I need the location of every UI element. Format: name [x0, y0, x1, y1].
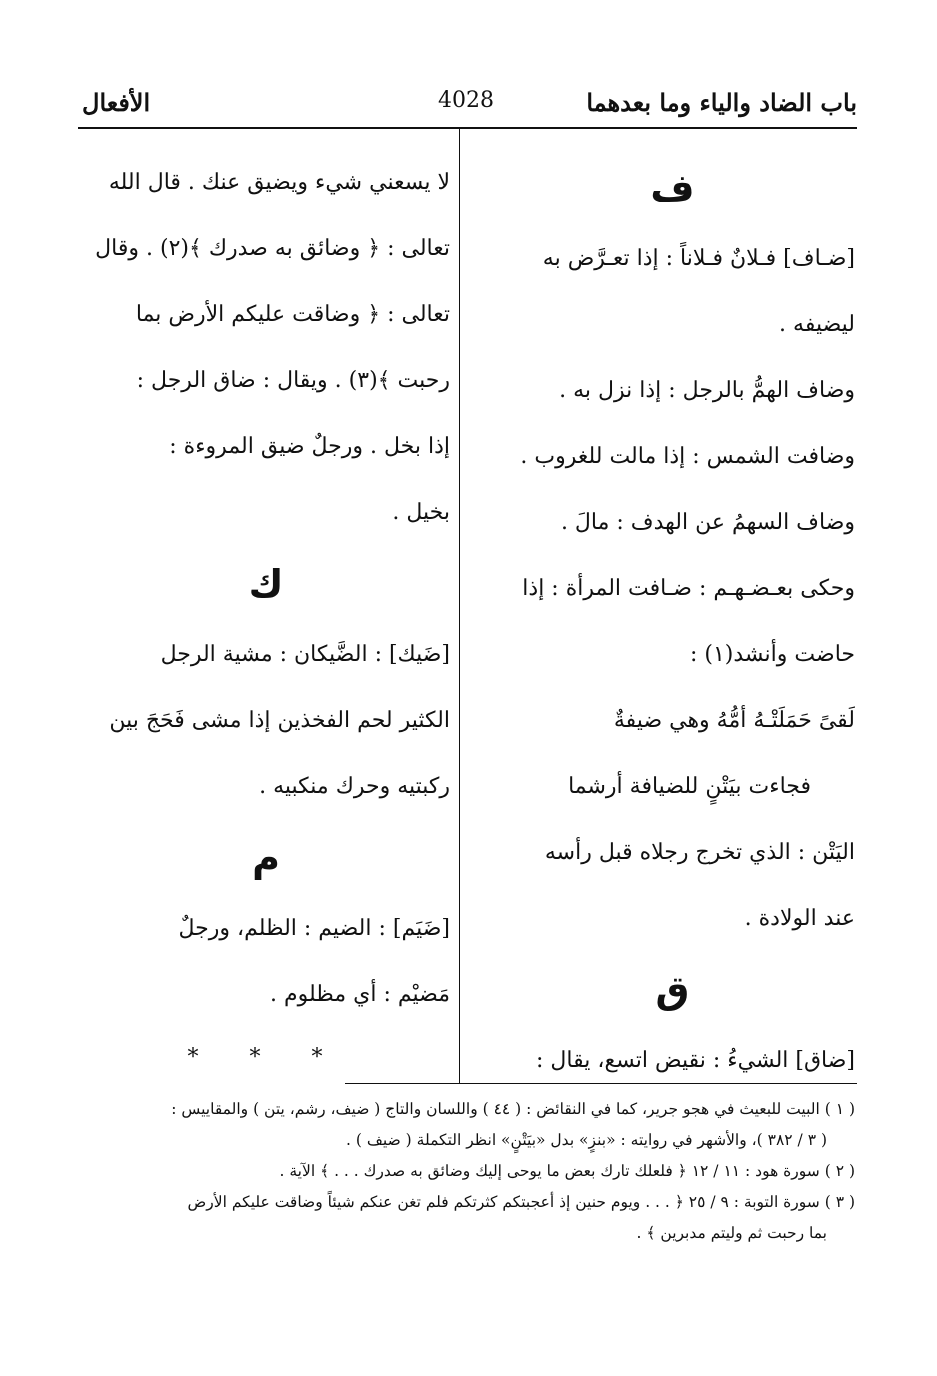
letter-heading-qaf: ق: [655, 968, 690, 1012]
entry-line: [ضَيك] : الضَّيكان : مشية الرجل: [160, 642, 450, 667]
column-divider: [459, 128, 460, 1084]
footnote-line: ( ٣ / ٣٨٢ )، والأشهر في روايته : «بنزٍ» بدل «بيَتْنٍ» انظر التكملة ( ضيف ) .: [346, 1131, 827, 1149]
right-column: [490, 150, 855, 1094]
entry-line: تعالى : ﴿ وضاقت عليكم الأرض بما: [135, 302, 450, 327]
entry-line: [ضَيَم] : الضيم : الظلم، ورجلٌ: [178, 916, 450, 941]
left-column: [82, 150, 450, 1088]
entry-line: وضاف السهمُ عن الهدف : مالَ .: [560, 510, 855, 535]
footnote-line: ( ٢ ) سورة هود : ١١ / ١٢ ﴿ فلعلك تارك بعض ما يوحى إليك وضائق به صدرك . . . ﴾ الآية .: [279, 1162, 855, 1180]
page-header: [78, 88, 857, 128]
entry-line: ركبتيه وحرك منكبيه .: [259, 774, 450, 799]
footnote-line: بما رحبت ثم وليتم مدبرين ﴾ .: [636, 1224, 827, 1242]
letter-heading-kaf: ك: [248, 562, 284, 606]
entry-line: ليضيفه .: [779, 312, 855, 337]
entry-line: لا يسعني شيء ويضيق عنك . قال الله: [108, 170, 450, 195]
entry-line: [ضـاف] فـلانٌ فـلاناً : إذا تعـرَّض به: [542, 246, 855, 271]
page-number: 4028: [438, 88, 494, 113]
section-end-stars: * * *: [187, 1045, 345, 1070]
entry-line: إذا بخل . ورجلٌ ضيق المروءة :: [169, 434, 450, 459]
header-rule: [78, 127, 857, 129]
entry-line: اليَتْن : الذي تخرج رجلاه قبل رأسه: [544, 840, 855, 865]
chapter-title: الأفعال: [82, 88, 151, 117]
entry-line: وضاف الهمُّ بالرجل : إذا نزل به .: [559, 378, 855, 403]
poem-verse: فجاءت بيَتْنٍ للضيافة أرشما: [568, 774, 811, 799]
entry-line: تعالى : ﴿ وضائق به صدرك ﴾(٢) . وقال: [95, 236, 450, 261]
entry-line: وضافت الشمس : إذا مالت للغروب .: [520, 444, 855, 469]
entry-line: رحبت ﴾(٣) . ويقال : ضاق الرجل :: [136, 368, 450, 393]
entry-line: بخيل .: [392, 500, 450, 525]
section-title: باب الضاد والياء وما بعدهما: [586, 88, 857, 117]
entry-line: الكثير لحم الفخذين إذا مشى فَحَجَ بين: [109, 708, 450, 733]
footnote-line: ( ١ ) البيت للبعيث في هجو جرير، كما في النقائض : ( ٤٤ ) واللسان والتاج ( ضيف، رشم، يتن ) والمقاييس :: [171, 1100, 855, 1118]
poem-verse: لَقىً حَمَلَتْـهُ أمُّهُ وهي ضيفةٌ: [613, 708, 855, 733]
entry-line: حاضت وأنشد(١) :: [689, 642, 855, 667]
entry-line: [ضاق] الشيءُ : نقيض اتسع، يقال :: [536, 1048, 855, 1073]
entry-line: مَضيْم : أي مظلوم .: [270, 982, 450, 1007]
footnotes: [82, 1094, 855, 1249]
entry-line: عند الولادة .: [744, 906, 855, 931]
entry-line: وحكى بعـضـهـم : ضـافت المرأة : إذا: [522, 576, 855, 601]
letter-heading-fa: ف: [650, 166, 695, 210]
footnote-line: ( ٣ ) سورة التوبة : ٩ / ٢٥ ﴿ . . . ويوم حنين إذ أعجبتكم كثرتكم فلم تغن عنكم شيئاً وضاقت عليكم الأرض: [187, 1193, 855, 1211]
letter-heading-mim: م: [252, 836, 280, 880]
footnote-rule: [345, 1083, 857, 1084]
